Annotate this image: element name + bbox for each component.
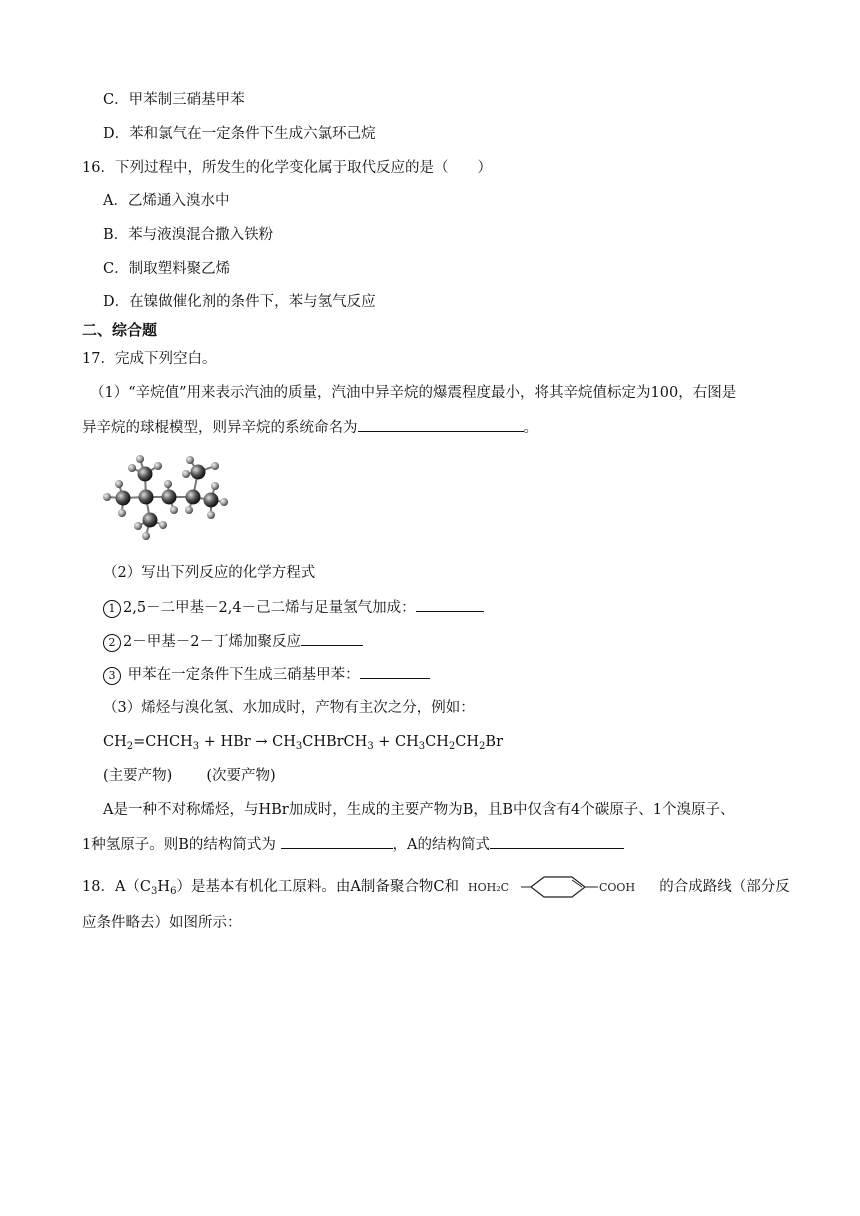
hydroxymethyl-cyclohexene-carboxylic-acid-structure — [468, 873, 651, 901]
reaction-equation: $CH_2=CHCH_3$ + HBr → $CH_3CHBrCH_3 + CH_3CH_2CH_2Br$ — [103, 734, 504, 752]
isooctane-ball-stick-model — [100, 452, 230, 544]
q16-option-c: C．制取塑料聚乙烯 — [103, 261, 231, 277]
q17-item-1 — [103, 597, 484, 618]
circled-number-2: 2 — [103, 634, 121, 652]
q17-item-2-text: 2－甲基－2－丁烯加聚反应 — [123, 634, 301, 650]
q18-stem-line2: 应条件略去）如图所示： — [82, 915, 242, 931]
answer-blank-6[interactable] — [490, 834, 624, 849]
q16-option-b: B．苯与液溴混合撒入铁粉 — [103, 227, 274, 243]
minor-product-label: (次要产物) — [206, 768, 276, 784]
q17-item-2 — [103, 631, 363, 652]
q17-item-3-text: 甲苯在一定条件下生成三硝基甲苯： — [123, 667, 360, 683]
q17-part1-line2 — [82, 417, 538, 438]
q15-option-d: D．苯和氯气在一定条件下生成六氯环己烷 — [103, 126, 376, 142]
answer-blank-3[interactable] — [301, 631, 363, 646]
q17-part1-line1: （1）“辛烷值”用来表示汽油的质量，汽油中异辛烷的爆震程度最小，将其辛烷值标定为100，右图是 — [90, 385, 737, 401]
q17-b-structure-text: 1种氢原子。则B的结构简式为 — [82, 837, 281, 853]
q17-part3-line2 — [82, 834, 624, 855]
q17-part2: （2）写出下列反应的化学方程式 — [103, 565, 316, 581]
q17-a-structure-text: ，A的结构简式 — [392, 837, 490, 853]
section-heading: 二、综合题 — [82, 321, 158, 339]
q15-option-c: C．甲苯制三硝基甲苯 — [103, 92, 245, 108]
answer-blank-4[interactable] — [360, 664, 430, 679]
q16-option-d: D．在镍做催化剂的条件下，苯与氢气反应 — [103, 294, 376, 310]
q17-stem: 17．完成下列空白。 — [82, 351, 217, 367]
q17-part3: （3）烯烃与溴化氢、水加成时，产物有主次之分，例如： — [103, 700, 475, 716]
q17-item-1-text: 2,5－二甲基－2,4－己二烯与足量氢气加成： — [123, 600, 416, 616]
answer-blank-2[interactable] — [416, 597, 484, 612]
circled-number-1: 1 — [103, 600, 121, 618]
q18-stem: 18．$A(C_3H_6)$是基本有机化工原料。由A制备聚合物C和 HOH₂C COOH 的合成路线（部分反 — [82, 873, 790, 901]
q16-option-a: A．乙烯通入溴水中 — [103, 193, 230, 209]
svg-text:COOH: COOH — [598, 881, 635, 894]
main-product-label: (主要产物) — [103, 768, 173, 784]
svg-text:HOH₂C: HOH₂C — [467, 881, 509, 894]
q16-stem: 16．下列过程中，所发生的化学变化属于取代反应的是（ ） — [82, 160, 492, 176]
product-labels — [103, 766, 276, 786]
q17-part1-text: 异辛烷的球棍模型，则异辛烷的系统命名为 — [82, 420, 358, 436]
q17-part3-line1: A是一种不对称烯烃，与HBr加成时，生成的主要产物为B，且B中仅含有4个碳原子、1个溴原子、 — [103, 802, 735, 818]
period: 。 — [523, 420, 538, 436]
answer-blank-1[interactable] — [358, 417, 524, 432]
answer-blank-5[interactable] — [281, 834, 393, 849]
q17-item-3 — [103, 664, 430, 685]
circled-number-3: 3 — [103, 667, 121, 685]
